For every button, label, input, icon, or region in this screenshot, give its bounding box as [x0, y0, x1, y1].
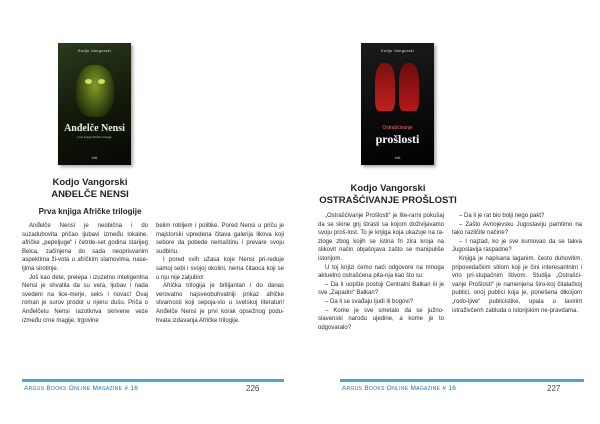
- publisher-logo: elA: [91, 155, 98, 160]
- paragraph: – Da li je rat bio bolji nego pakt?: [459, 213, 545, 219]
- book-heading-left: [20, 177, 160, 218]
- text-column-2: [452, 212, 582, 315]
- book-heading-right: [318, 183, 458, 207]
- footer-magazine-title: Argus Books Online Magazine # 16: [342, 385, 457, 392]
- paragraph: Anđelče Nensi je neobična i do suzadubovita pričao ljubavi između lokalne, afričke „pepeljuge“ i četrde-set godina starijeg Belca, začinjena do sada neoprisvanim aspektima ži-vota u afričkim slamovima, nase-ljima sirotinje.: [22, 223, 148, 272]
- cover-illustration: [399, 63, 419, 111]
- paragraph: – Da li uopšte postoji Centralni Balkan ili je sve „Zapadni“ Balkan?: [318, 281, 444, 297]
- footer-rule: [340, 379, 584, 382]
- book-author: Kodjo Vangorski: [350, 183, 426, 194]
- paragraph: Afrička trilogija je brilijantan i do danas verovatno najsveobuhvatniji prikaz afričke stvarnosti koji sepoja-vio u svetskoj literaturi! Anđelče Nensi je prvi korak opsežnog podu-hvata izdavanja Afričke trilogije.: [156, 283, 284, 324]
- footer-rule: [22, 379, 284, 382]
- cover-title-small: Ostrašćivanje: [382, 125, 413, 131]
- text-column-2: [156, 222, 284, 325]
- paragraph: Još kao dete, prelepa i izuzetno inteligentna Nensi je shvatila da su vera, ljubav i nada svedeni na lice-merje, seks i novac! Ovaj roman je surov prodor u njenu dušu. Priča o Anđelčetu Nensi razotkriva skrivene veze između crne magije, trgovine: [22, 274, 148, 324]
- book-cover-ostrascivanje-proslosti[interactable]: [361, 43, 434, 165]
- book-title: OSTRAŠĆIVANJE PROŠLOSTI: [319, 195, 457, 206]
- cover-illustration: [375, 63, 395, 111]
- book-title: ANĐELČE NENSI: [51, 189, 129, 200]
- page-number: 226: [246, 384, 260, 393]
- text-column-1: [318, 212, 444, 332]
- paragraph: – I najzad, ko je sve kumovao da se takva Jugoslavija raspadne?: [452, 238, 582, 254]
- paragraph: belim robljem i politike. Pored Nensi u priču je majstorski upredena čitava galerija likova koji sebore da pobede nemaštinu i prevare svoju sudbinu.: [156, 223, 284, 255]
- book-cover-andjelce-nensi[interactable]: [58, 43, 131, 165]
- paragraph: – Kome je sve smetalo da se južno-slavenski narodu ujedine, a kome je to odgovaralo?: [318, 307, 444, 331]
- paragraph: Knjiga je napisana laganim, često duhovitim, pripovedačkim stilom koji je čini interesantnim i vrlo pri-stupačnim štivom. Studija „Ostrašći-vanje Prošlosti“ je namenjena širo-koj čitalačkoj publici, onoj publici koja je, ponešena dikcijom „rodo-ljive“ publicistike, upala u lavirint istraživčenh zabluda o istorijskim ne-pravdama.: [452, 255, 582, 314]
- cover-author: Kodjo Vangorski: [380, 48, 415, 53]
- text-column-1: [22, 222, 148, 325]
- cover-subtitle: prva knjiga Afričke trilogije: [77, 135, 112, 139]
- book-subtitle: Prva knjiga Afričke trilogije: [38, 207, 142, 216]
- cover-title: Anđelče Nensi: [64, 123, 125, 134]
- paragraph: I pored svih užasa koje Nensi pri-reduje samoj sebi i svojoj okolini, nema čitaoca koji se u nju nije zaljubio!: [156, 257, 284, 281]
- paragraph: „Ostrašćivanje Prošlosti“ je lite-rarni pokušaj da se skine gnj štrasti sa kojom doživljavamo svoju proš-lost. To je knjiga koja ukazuje na ra-zloge zbog kojih se istina fri zira kroja na slikovit način objašnjava zašto se manipuliše istorijom.: [318, 213, 444, 262]
- book-author: Kodjo Vangorski: [52, 177, 128, 188]
- paragraph: U toj knjizi ćemo naći odgovore na mnoga aktuelno ostrašćena pita-nja kao što su:: [318, 264, 444, 280]
- cover-title: prošlosti: [375, 132, 420, 146]
- publisher-logo: elA: [394, 155, 401, 160]
- footer-magazine-title: Argus Books Online Magazine # 16: [24, 385, 139, 392]
- paragraph: – Zašto Avnojevsku Jugoslaviju pamtimo na tako različite načine?: [452, 221, 582, 237]
- paragraph: – Da li se svađaju ljudi ili bogovi?: [325, 298, 414, 305]
- page-number: 227: [547, 384, 561, 393]
- cover-illustration: [76, 65, 114, 117]
- cover-author: Kodjo Vangorski: [77, 48, 112, 53]
